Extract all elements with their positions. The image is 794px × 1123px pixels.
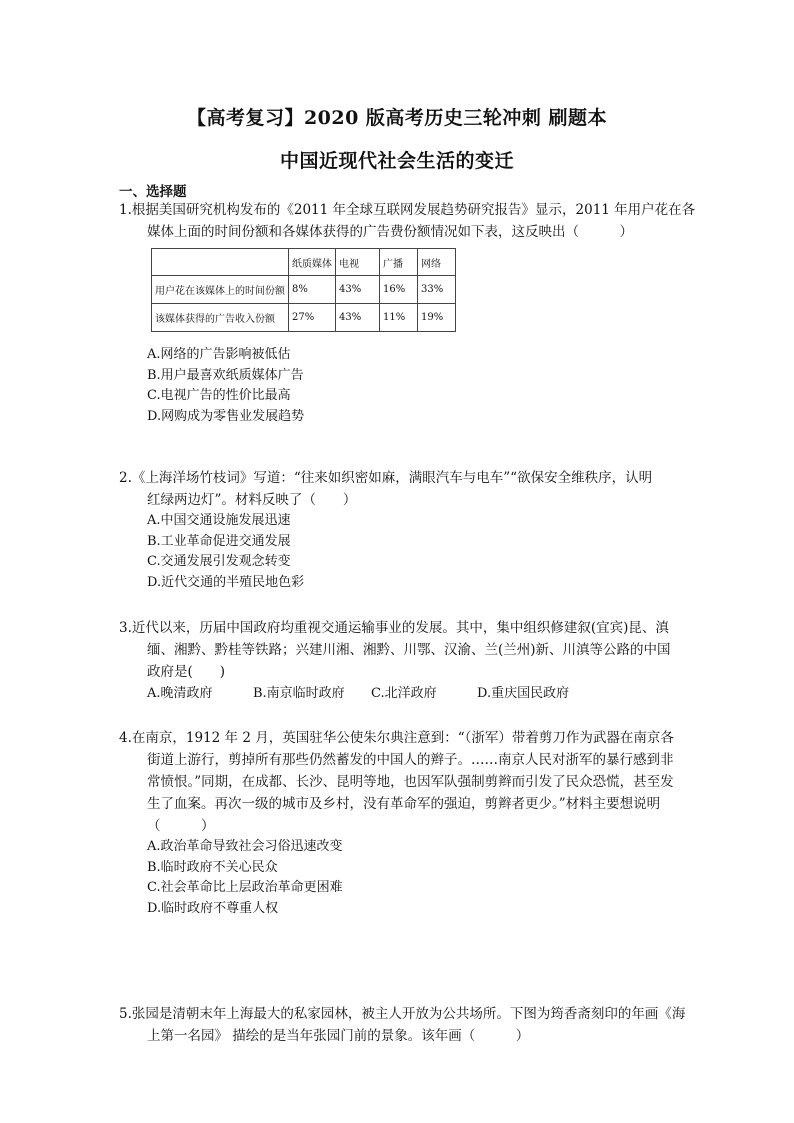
table-cell: 用户花在该媒体上的时间份额 [152, 276, 289, 304]
question-stem: 1.根据美国研究机构发布的《2011 年全球互联网发展趋势研究报告》显示，2011 年用户花在各 [119, 202, 696, 218]
table-cell: 43% [336, 276, 380, 304]
option-a: A.政治革命导致社会习俗迅速改变 [147, 839, 343, 854]
document-subtitle: 中国近现代社会生活的变迁 [279, 150, 514, 172]
option-c: C.交通发展引发观念转变 [147, 554, 291, 569]
question-4 [119, 727, 699, 919]
options-row [119, 683, 699, 704]
table-cell: 纸质媒体 [289, 249, 336, 276]
question-stem: 2.《上海洋场竹枝词》写道：“往来如织密如麻，满眼汽车与电车”“欲保安全维秩序，认明 [119, 470, 653, 486]
table-header-row [152, 249, 456, 276]
question-3 [119, 617, 699, 704]
table-cell: 该媒体获得的广告收入份额 [152, 304, 289, 332]
table-row [152, 276, 456, 304]
option-c: C.电视广告的性价比最高 [147, 388, 291, 403]
question-stem: 政府是( ) [147, 664, 226, 680]
document-title: 【高考复习】2020 版高考历史三轮冲刺 刷题本 [186, 107, 608, 129]
option-c: C.北洋政府 [371, 686, 437, 701]
option-d: D.临时政府不尊重人权 [147, 900, 279, 916]
option-a: A.中国交通设施发展迅速 [147, 513, 291, 528]
table-cell: 电视 [336, 249, 380, 276]
table-cell: 27% [289, 304, 336, 332]
media-share-table [151, 248, 456, 332]
option-b: B.南京临时政府 [253, 686, 345, 701]
question-1 [119, 199, 699, 243]
table-row [152, 304, 456, 332]
table-cell: 8% [289, 276, 336, 304]
table-cell: 33% [418, 276, 456, 304]
option-d: D.重庆国民政府 [477, 686, 570, 701]
question-5 [119, 1003, 699, 1047]
question-stem: 缅、湘黔、黔桂等铁路；兴建川湘、湘黔、川鄂、汉渝、兰(兰州)新、川滇等公路的中国 [147, 642, 671, 658]
section-heading: 一、选择题 [119, 184, 187, 200]
table-cell: 广播 [380, 249, 418, 276]
table-cell: 16% [380, 276, 418, 304]
option-c: C.社会革命比上层政治革命更困难 [147, 880, 343, 895]
question-1-options [119, 345, 699, 427]
question-stem: 红绿两边灯”。材料反映了（ ） [147, 492, 357, 508]
table-cell [152, 249, 289, 276]
option-d: D.网购成为零售业发展趋势 [147, 408, 305, 424]
question-stem: 3.近代以来，历届中国政府均重视交通运输事业的发展。其中，集中组织修建叙(宜宾)昆、滇 [119, 620, 669, 636]
option-b: B.用户最喜欢纸质媒体广告 [147, 367, 304, 383]
question-stem: 街道上游行，剪掉所有那些仍然蓄发的中国人的辫子。……南京人民对浙军的暴行感到非 [147, 752, 674, 768]
question-stem: 4.在南京，1912 年 2 月，英国驻华公使朱尔典注意到：“（浙军）带着剪刀作为武器在南京各 [119, 730, 674, 746]
question-stem: 生了血案。再次一级的城市及乡村，没有革命军的强迫，剪辫者更少。”材料主要想说明 [147, 796, 661, 812]
table-cell: 43% [336, 304, 380, 332]
option-b: B.工业革命促进交通发展 [147, 533, 291, 549]
table-cell: 19% [418, 304, 456, 332]
option-b: B.临时政府不关心民众 [147, 859, 278, 875]
question-stem: 5.张园是清朝末年上海最大的私家园林，被主人开放为公共场所。下图为筠香斋刻印的年画《海 [119, 1006, 686, 1022]
table-cell: 网络 [418, 249, 456, 276]
question-stem: 常愤恨。”同期，在成都、长沙、昆明等地，也因军队强制剪辫而引发了民众恐慌，甚至发 [147, 774, 674, 790]
question-stem: （ ） [147, 818, 215, 834]
option-a: A.晚清政府 [147, 686, 213, 701]
option-a: A.网络的广告影响被低估 [147, 347, 291, 362]
question-stem: 媒体上面的时间份额和各媒体获得的广告费份额情况如下表，这反映出（ ） [147, 224, 633, 240]
question-2 [119, 467, 699, 593]
table-cell: 11% [380, 304, 418, 332]
question-stem: 上第一名园》 描绘的是当年张园门前的景象。该年画（ ） [147, 1028, 530, 1044]
option-d: D.近代交通的半殖民地色彩 [147, 574, 305, 590]
